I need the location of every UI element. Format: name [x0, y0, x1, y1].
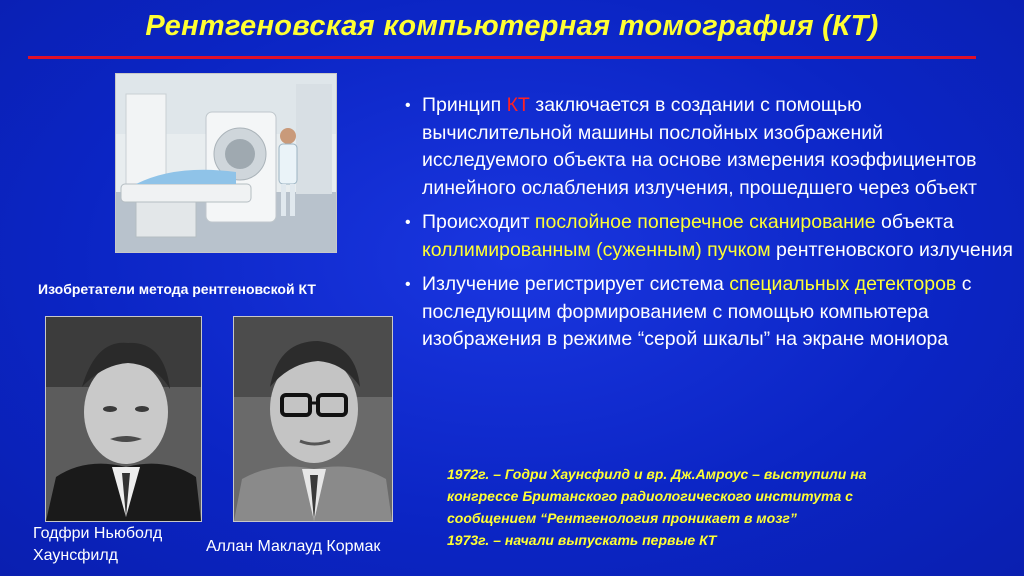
bullet1-text-pre: Принцип — [422, 94, 507, 116]
bullet3-text-post: с последующим формированием с помощью компьютера изображения в режиме “серой шкалы” на экране мониора — [422, 273, 972, 350]
bullet1-text-post: заключается в создании с помощью вычислительной машины послойных изображений исследуемого объекта на основе измерения коэффициентов линейного ослабления излучения, прошедшего через объект — [422, 94, 977, 199]
ct-scanner-photo — [115, 73, 337, 253]
inventors-caption: Изобретатели метода рентгеновской КТ — [38, 281, 316, 297]
bullet1-highlight-ct: КТ — [506, 94, 530, 116]
bullet2-text-mid: объекта — [875, 211, 954, 233]
bullet-list — [403, 92, 1013, 361]
bullet2-text-pre: Происходит — [422, 211, 535, 233]
bullet-principle — [403, 92, 1013, 202]
hounsfield-portrait — [45, 316, 202, 522]
hounsfield-name-line1: Годфри Ньюболд — [33, 525, 163, 542]
history-line: конгрессе Британского радиологического института с — [447, 488, 853, 504]
bullet-dot: • — [405, 97, 411, 114]
bullet-scanning — [403, 209, 1013, 264]
title-underline — [28, 56, 976, 59]
cormack-portrait — [233, 316, 393, 522]
slide-title: Рентгеновская компьютерная томография (КТ) — [145, 10, 879, 42]
bullet2-highlight-2: коллимированным (суженным) пучком — [422, 238, 771, 261]
history-line: 1973г. – начали выпускать первые КТ — [447, 532, 717, 548]
hounsfield-name — [33, 523, 203, 567]
bullet3-highlight: специальных детекторов — [729, 273, 957, 295]
hounsfield-name-line2: Хаунсфилд — [33, 547, 118, 564]
history-line: сообщением “Рентгенология проникает в мозг” — [447, 510, 797, 526]
bullet-detectors — [403, 271, 1013, 354]
history-note — [447, 463, 1007, 551]
cormack-name: Аллан Маклауд Кормак — [206, 538, 381, 555]
history-line: 1972г. – Годри Хаунсфилд и вр. Дж.Амроус – выступили на — [447, 466, 867, 482]
bullet2-text-post: рентгеновского излучения — [770, 238, 1013, 261]
bullet-dot: • — [405, 276, 411, 293]
bullet3-text-pre: Излучение регистрирует система — [422, 273, 730, 295]
bullet-dot: • — [405, 214, 411, 231]
bullet2-highlight-1: послойное поперечное сканирование — [534, 211, 876, 233]
